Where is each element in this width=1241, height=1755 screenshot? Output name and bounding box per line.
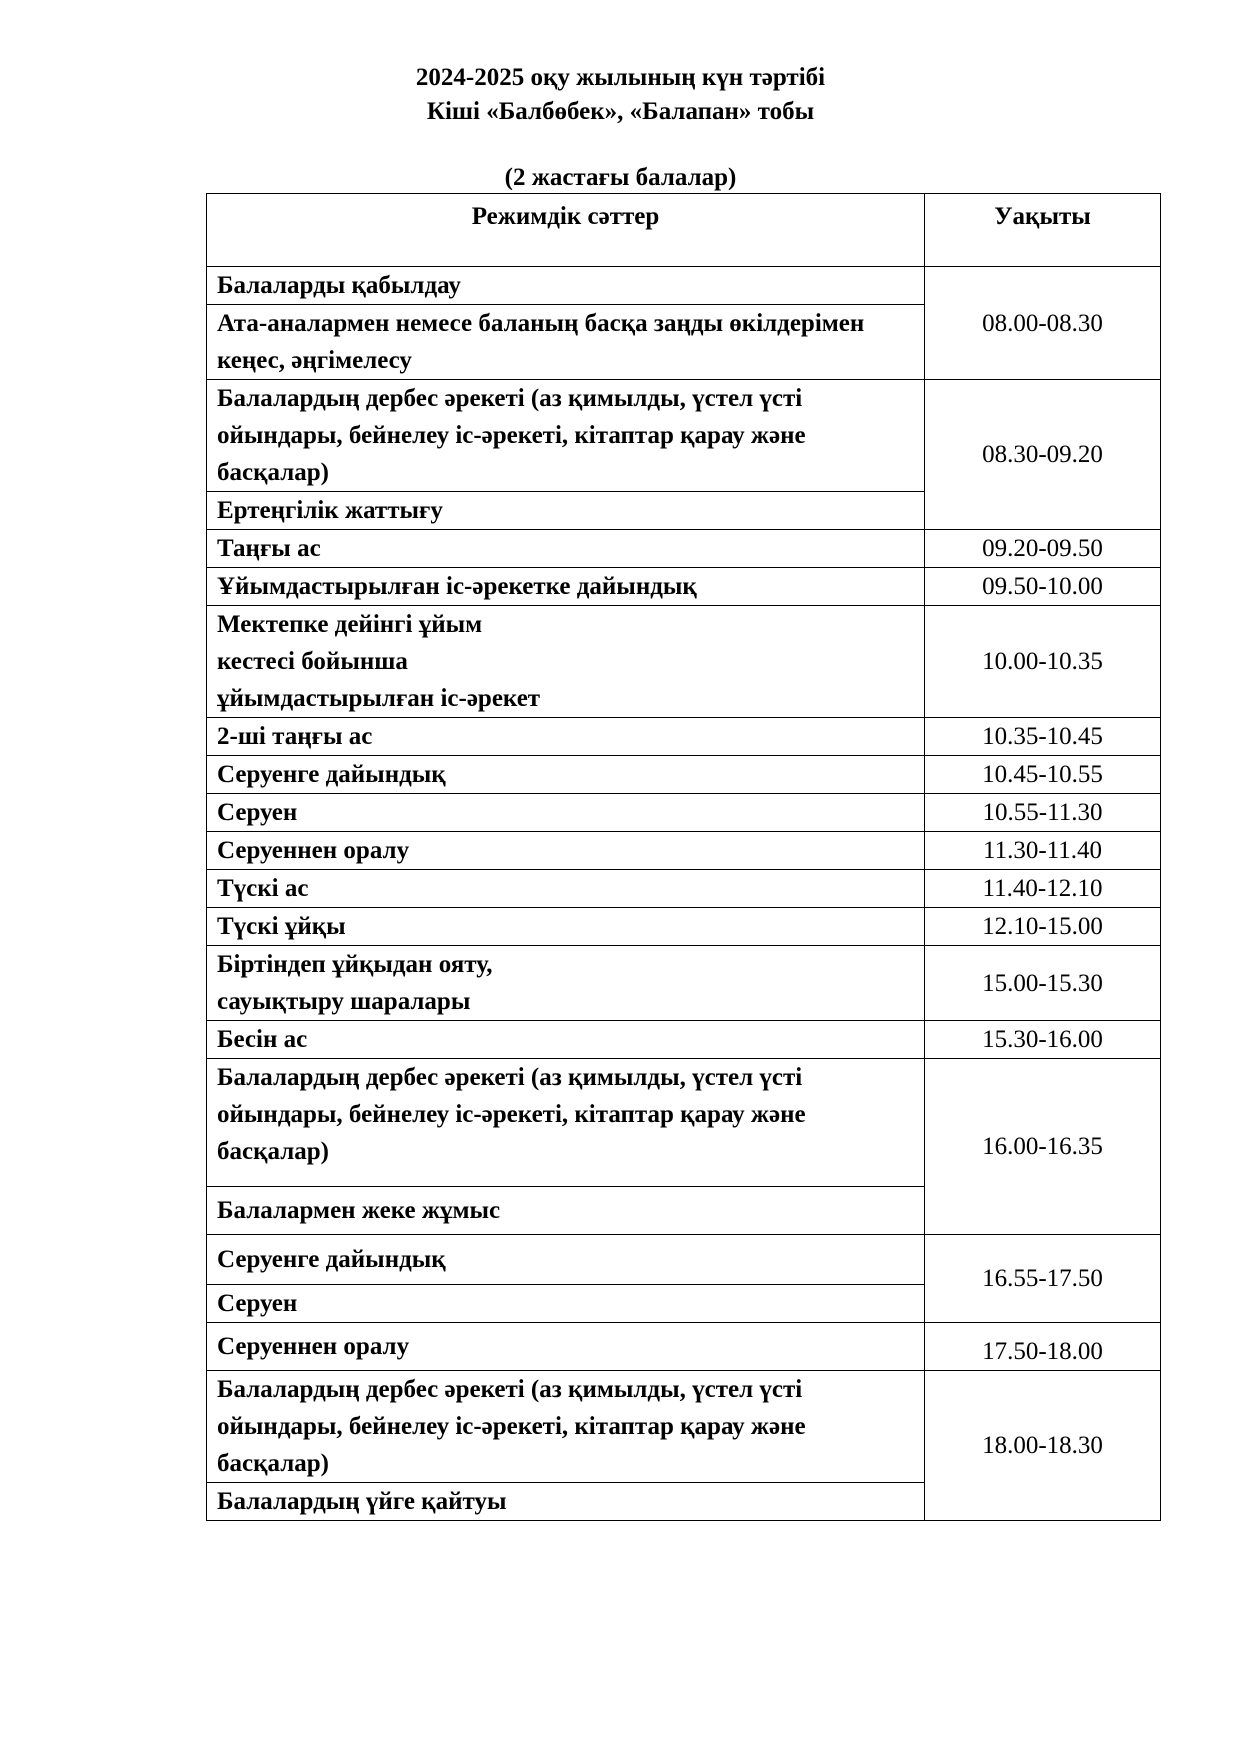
activity-cell: Серуеннен оралу <box>207 1323 925 1371</box>
time-cell: 10.35-10.45 <box>925 718 1161 756</box>
table-row <box>207 1021 1161 1059</box>
table-row <box>207 1235 1161 1285</box>
table-row <box>207 794 1161 832</box>
table-row <box>207 870 1161 908</box>
table-row <box>207 606 1161 718</box>
table-row <box>207 1323 1161 1371</box>
activity-cell: Серуен <box>207 1285 925 1323</box>
activity-cell: Балалармен жеке жұмыс <box>207 1187 925 1235</box>
activity-cell: Түскі ас <box>207 870 925 908</box>
activity-cell: Серуен <box>207 794 925 832</box>
activity-cell: Серуенге дайындық <box>207 756 925 794</box>
column-header-time: Уақыты <box>925 194 1161 267</box>
activity-cell: Балалардың дербес әрекеті (аз қимылды, үстел үсті ойындары, бейнелеу іс-әрекеті, кітаптар қарау және басқалар) <box>207 1371 925 1483</box>
activity-cell: Бесін ас <box>207 1021 925 1059</box>
table-row <box>207 756 1161 794</box>
activity-cell: 2-ші таңғы ас <box>207 718 925 756</box>
time-cell: 08.30-09.20 <box>925 380 1161 530</box>
schedule-table <box>206 193 1161 1521</box>
time-cell: 11.30-11.40 <box>925 832 1161 870</box>
time-cell: 09.20-09.50 <box>925 530 1161 568</box>
table-row <box>207 832 1161 870</box>
activity-cell: Балалардың дербес әрекеті (аз қимылды, үстел үсті ойындары, бейнелеу іс-әрекеті, кітаптар қарау және басқалар) <box>207 380 925 492</box>
table-row <box>207 946 1161 1021</box>
time-cell: 11.40-12.10 <box>925 870 1161 908</box>
table-header-row <box>207 194 1161 267</box>
table-row <box>207 718 1161 756</box>
time-cell: 16.55-17.50 <box>925 1235 1161 1323</box>
activity-cell: Ертеңгілік жаттығу <box>207 492 925 530</box>
activity-cell: Серуеннен оралу <box>207 832 925 870</box>
time-cell: 15.30-16.00 <box>925 1021 1161 1059</box>
time-cell: 08.00-08.30 <box>925 267 1161 380</box>
time-cell: 12.10-15.00 <box>925 908 1161 946</box>
time-cell: 09.50-10.00 <box>925 568 1161 606</box>
table-row <box>207 568 1161 606</box>
table-row <box>207 1059 1161 1187</box>
time-cell: 10.55-11.30 <box>925 794 1161 832</box>
time-cell: 10.45-10.55 <box>925 756 1161 794</box>
time-cell: 15.00-15.30 <box>925 946 1161 1021</box>
time-cell: 18.00-18.30 <box>925 1371 1161 1521</box>
group-name: Кіші «Балбөбек», «Балапан» тобы <box>426 98 815 125</box>
activity-cell: Біртіндеп ұйқыдан ояту, сауықтыру шаралары <box>207 946 925 1021</box>
age-subtitle: (2 жастағы балалар) <box>504 164 737 191</box>
activity-cell: Таңғы ас <box>207 530 925 568</box>
activity-cell: Мектепке дейінгі ұйым кестесі бойынша ұйымдастырылған іс-әрекет <box>207 606 925 718</box>
activity-cell: Серуенге дайындық <box>207 1235 925 1285</box>
table-row <box>207 267 1161 305</box>
activity-cell: Балалардың дербес әрекеті (аз қимылды, үстел үсті ойындары, бейнелеу іс-әрекеті, кітаптар қарау және басқалар) <box>207 1059 925 1187</box>
table-row <box>207 530 1161 568</box>
time-cell: 10.00-10.35 <box>925 606 1161 718</box>
activity-cell: Ата-аналармен немесе баланың басқа заңды өкілдерімен кеңес, әңгімелесу <box>207 305 925 380</box>
time-cell: 17.50-18.00 <box>925 1323 1161 1371</box>
activity-cell: Түскі ұйқы <box>207 908 925 946</box>
document-title: 2024-2025 оқу жылының күн тәртібі <box>415 64 826 91</box>
table-row <box>207 908 1161 946</box>
time-cell: 16.00-16.35 <box>925 1059 1161 1235</box>
table-row <box>207 1371 1161 1483</box>
activity-cell: Ұйымдастырылған іс-әрекетке дайындық <box>207 568 925 606</box>
column-header-activity: Режимдік сәттер <box>207 194 925 267</box>
activity-cell: Балалардың үйге қайтуы <box>207 1483 925 1521</box>
activity-cell: Балаларды қабылдау <box>207 267 925 305</box>
table-row <box>207 380 1161 492</box>
